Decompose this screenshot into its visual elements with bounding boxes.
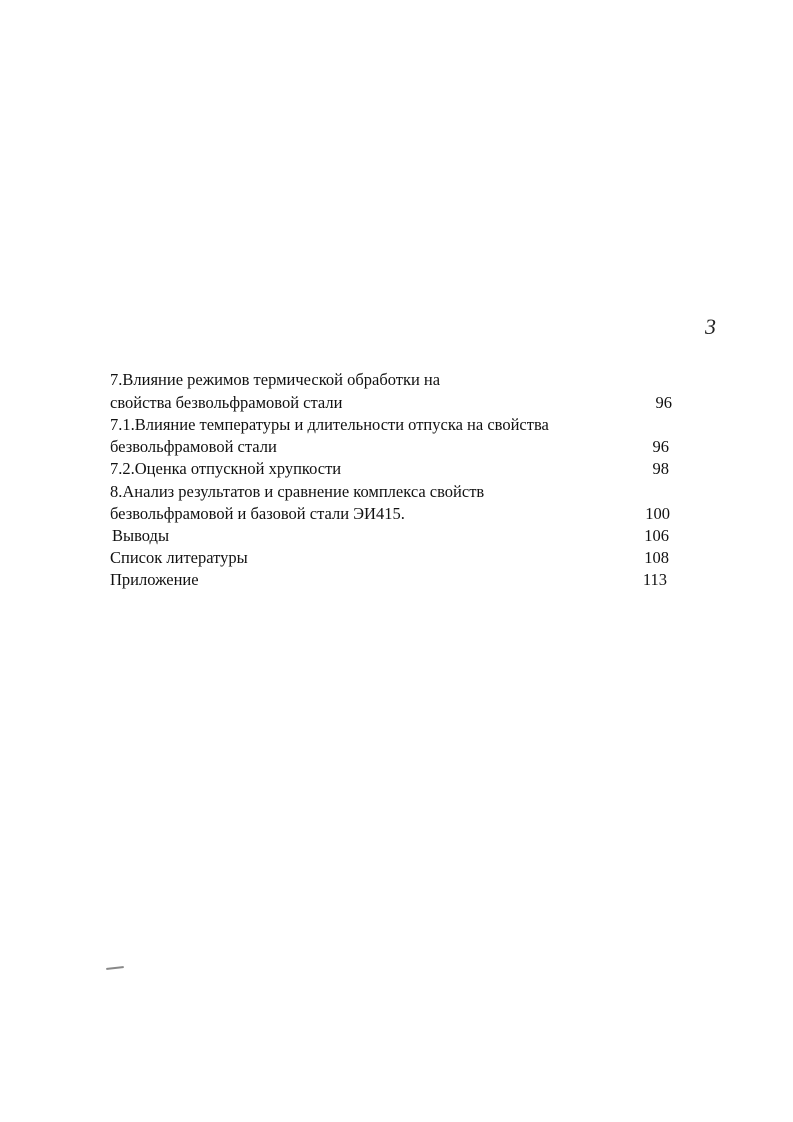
toc-entry-7-1-line2: безвольфрамовой стали [110, 437, 277, 456]
toc-entry-8-line1: 8.Анализ результатов и сравнение комплекса свойств [110, 482, 485, 501]
toc-entry-7-2-line1: 7.2.Оценка отпускной хрупкости [110, 459, 342, 478]
scan-artifact-mark [106, 966, 124, 970]
toc-entry-appendix-page: 113 [642, 570, 667, 589]
toc-entry-8-page: 100 [645, 504, 670, 523]
toc-entry-7-1-line1: 7.1.Влияние температуры и длительности отпуска на свойства [110, 415, 549, 434]
toc-entry-7-2-page: 98 [652, 459, 669, 478]
toc-entry-conclusions-page: 106 [644, 526, 669, 545]
toc-entry-references-page: 108 [644, 548, 669, 567]
toc-entry-conclusions: Выводы [112, 526, 170, 545]
page-number: 3 [705, 314, 716, 339]
toc-entry-7-line2: свойства безвольфрамовой стали [110, 393, 343, 412]
toc-entry-7-line1: 7.Влияние режимов термической обработки на [110, 370, 441, 389]
toc-entry-appendix: Приложение [110, 570, 199, 589]
toc-entry-7-page: 96 [655, 393, 672, 412]
toc-entry-references: Список литературы [110, 548, 248, 567]
toc-entry-8-line2: безвольфрамовой и базовой стали ЭИ415. [110, 504, 405, 523]
toc-entry-7-1-page: 96 [652, 437, 669, 456]
